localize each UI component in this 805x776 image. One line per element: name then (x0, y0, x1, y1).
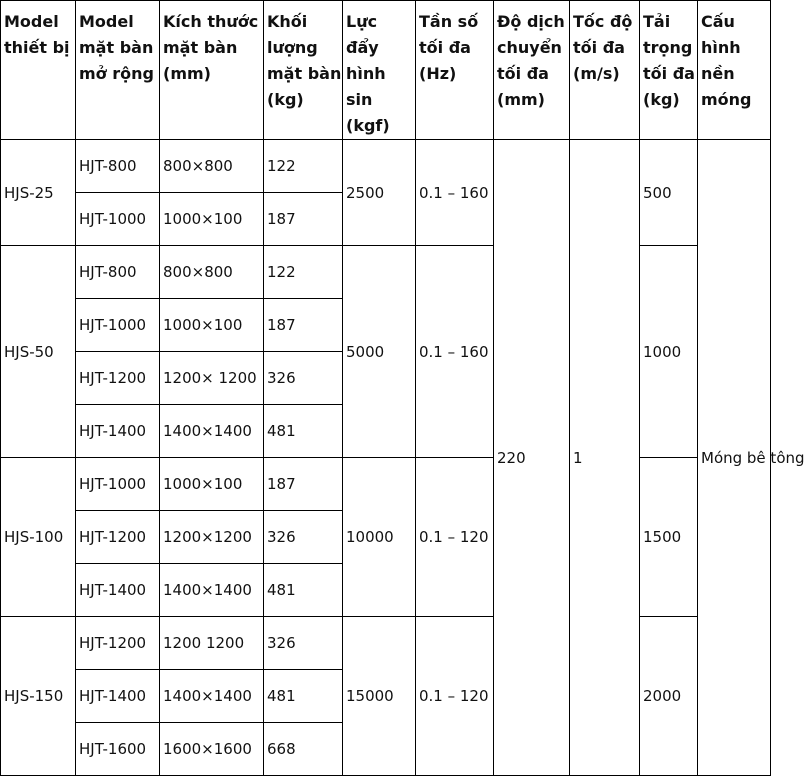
table-mass-cell: 668 (264, 723, 343, 776)
header-table-size (160, 1, 264, 140)
max-load-cell: 2000 (640, 617, 698, 776)
header-line: hình sin (346, 64, 386, 109)
table-size-cell: 1200 1200 (160, 617, 264, 670)
device-model-cell: HJS-100 (1, 458, 76, 617)
header-line: Tần số (419, 12, 479, 31)
sine-force-cell: 15000 (343, 617, 416, 776)
table-model-cell: HJT-1200 (76, 352, 160, 405)
sine-force-cell: 10000 (343, 458, 416, 617)
header-line: móng (701, 90, 752, 109)
header-line: Tốc độ (573, 12, 633, 31)
header-line: tối đa (573, 38, 625, 57)
table-row (1, 458, 771, 511)
table-model-cell: HJT-800 (76, 246, 160, 299)
header-sine-force (343, 1, 416, 140)
max-load-cell: 1500 (640, 458, 698, 617)
foundation-cell: Móng bê tông (698, 140, 771, 776)
header-line: Độ dịch (497, 12, 565, 31)
header-line: hình (701, 38, 741, 57)
header-line: Lực đẩy (346, 12, 379, 57)
header-line: (m/s) (573, 64, 620, 83)
header-line: (mm) (163, 64, 211, 83)
header-foundation (698, 1, 771, 140)
header-line: (Hz) (419, 64, 457, 83)
table-size-cell: 1400×1400 (160, 670, 264, 723)
header-line: lượng (267, 38, 318, 57)
table-model-cell: HJT-1000 (76, 193, 160, 246)
header-row (1, 1, 771, 140)
header-max-load (640, 1, 698, 140)
table-row (1, 140, 771, 193)
table-size-cell: 800×800 (160, 246, 264, 299)
header-max-displacement (494, 1, 570, 140)
header-line: (kg) (643, 90, 680, 109)
header-device-model (1, 1, 76, 140)
max-frequency-cell: 0.1 – 120 (416, 458, 494, 617)
sine-force-cell: 5000 (343, 246, 416, 458)
header-line: mở rộng (79, 64, 154, 83)
header-table-model (76, 1, 160, 140)
table-mass-cell: 481 (264, 670, 343, 723)
header-line: chuyển (497, 38, 562, 57)
header-line: Khối (267, 12, 308, 31)
table-size-cell: 1600×1600 (160, 723, 264, 776)
table-mass-cell: 481 (264, 405, 343, 458)
header-max-speed (570, 1, 640, 140)
table-model-cell: HJT-1400 (76, 564, 160, 617)
header-line: (kgf) (346, 116, 390, 135)
header-line: Model (4, 12, 59, 31)
header-line: tối đa (419, 38, 471, 57)
table-size-cell: 1000×100 (160, 458, 264, 511)
table-model-cell: HJT-1400 (76, 670, 160, 723)
header-line: tối đa (497, 64, 549, 83)
header-line: Cấu (701, 12, 735, 31)
table-model-cell: HJT-800 (76, 140, 160, 193)
max-frequency-cell: 0.1 – 160 (416, 246, 494, 458)
table-mass-cell: 187 (264, 299, 343, 352)
max-displacement-cell: 220 (494, 140, 570, 776)
table-model-cell: HJT-1400 (76, 405, 160, 458)
table-size-cell: 1200× 1200 (160, 352, 264, 405)
table-body (1, 140, 805, 776)
header-line: mặt bàn (79, 38, 154, 57)
device-model-cell: HJS-25 (1, 140, 76, 246)
header-max-frequency (416, 1, 494, 140)
header-line: tối đa (643, 64, 695, 83)
header-line: thiết bị (4, 38, 70, 57)
max-load-cell: 1000 (640, 246, 698, 458)
table-model-cell: HJT-1000 (76, 458, 160, 511)
header-line: Kích thước (163, 12, 259, 31)
table-size-cell: 1200×1200 (160, 511, 264, 564)
table-mass-cell: 122 (264, 246, 343, 299)
table-size-cell: 800×800 (160, 140, 264, 193)
header-line: mặt bàn (267, 64, 342, 83)
table-model-cell: HJT-1200 (76, 511, 160, 564)
table-model-cell: HJT-1000 (76, 299, 160, 352)
header-line: Model (79, 12, 134, 31)
device-model-cell: HJS-150 (1, 617, 76, 776)
table-row (1, 246, 771, 299)
header-line: Tải (643, 12, 671, 31)
max-frequency-cell: 0.1 – 120 (416, 617, 494, 776)
table-size-cell: 1400×1400 (160, 405, 264, 458)
table-mass-cell: 122 (264, 140, 343, 193)
table-mass-cell: 187 (264, 193, 343, 246)
header-line: (kg) (267, 90, 304, 109)
header-line: nền (701, 64, 735, 83)
table-mass-cell: 326 (264, 511, 343, 564)
table-model-cell: HJT-1600 (76, 723, 160, 776)
table-model-cell: HJT-1200 (76, 617, 160, 670)
table-size-cell: 1000×100 (160, 299, 264, 352)
device-model-cell: HJS-50 (1, 246, 76, 458)
table-size-cell: 1400×1400 (160, 564, 264, 617)
table-row (1, 617, 771, 670)
table-mass-cell: 481 (264, 564, 343, 617)
max-load-cell: 500 (640, 140, 698, 246)
sine-force-cell: 2500 (343, 140, 416, 246)
table-mass-cell: 326 (264, 352, 343, 405)
table-mass-cell: 187 (264, 458, 343, 511)
max-speed-cell: 1 (570, 140, 640, 776)
header-table-mass (264, 1, 343, 140)
table-size-cell: 1000×100 (160, 193, 264, 246)
header-line: mặt bàn (163, 38, 238, 57)
max-frequency-cell: 0.1 – 160 (416, 140, 494, 246)
table-mass-cell: 326 (264, 617, 343, 670)
header-line: trọng (643, 38, 693, 57)
header-line: (mm) (497, 90, 545, 109)
